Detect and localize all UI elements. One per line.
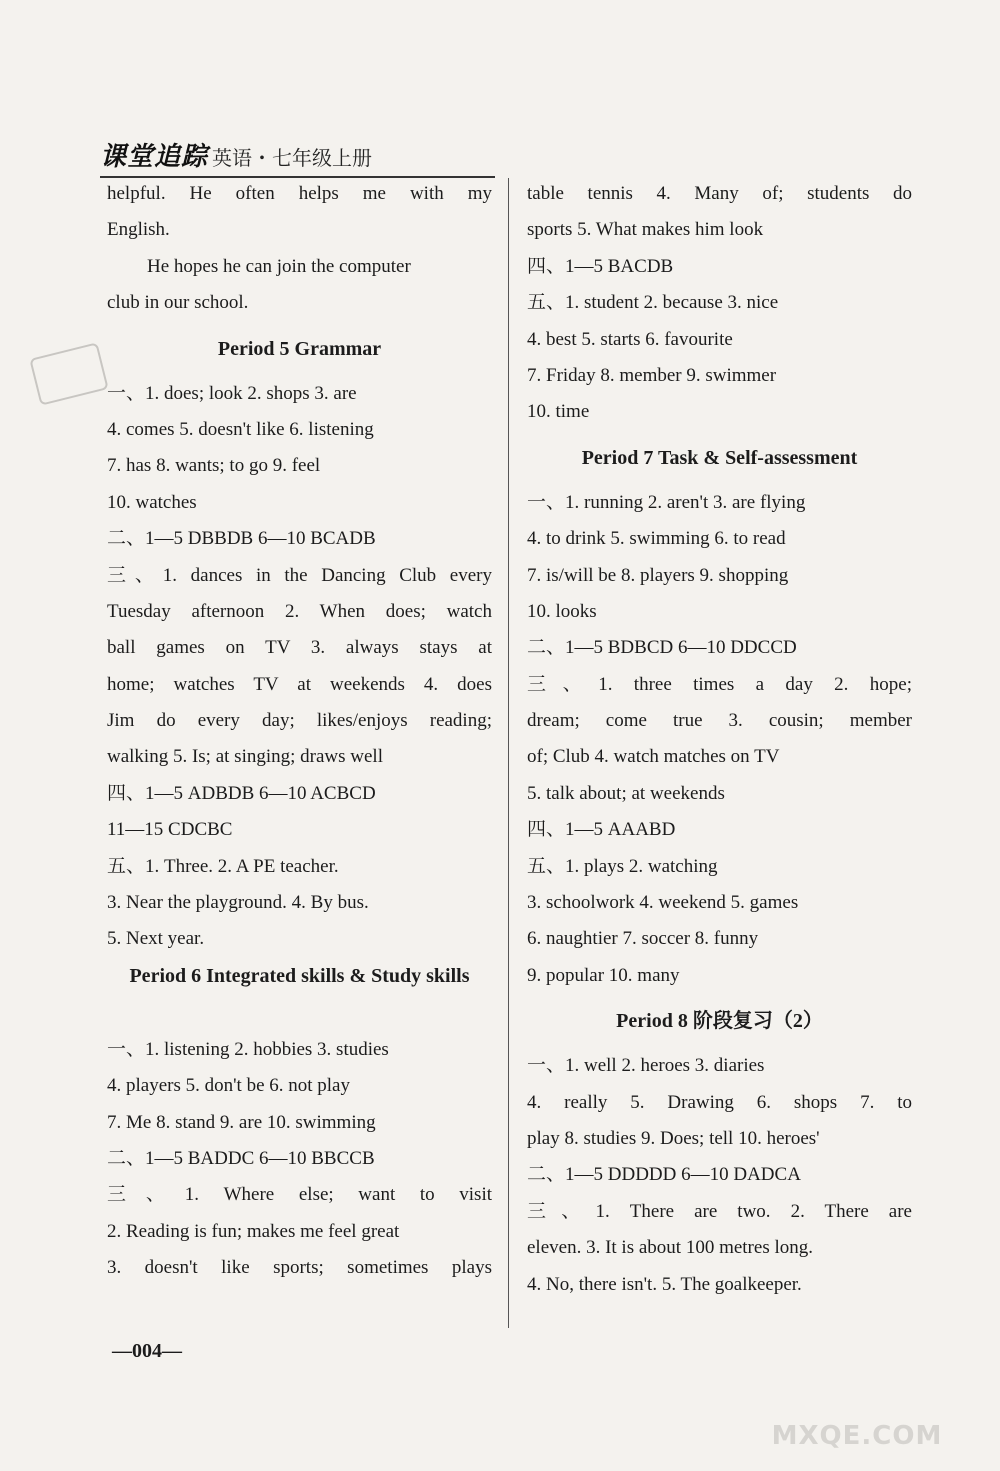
answer-line: He hopes he can join the computer [147,255,411,277]
answer-line: 三、1. There are two. 2. There are [527,1200,912,1222]
answer-line: 2. Reading is fun; makes me feel great [107,1220,400,1242]
answer-line: 一、1. well 2. heroes 3. diaries [527,1055,765,1077]
column-divider [508,178,509,1328]
answer-line: 4. No, there isn't. 5. The goalkeeper. [527,1273,802,1295]
answer-line: 五、1. Three. 2. A PE teacher. [107,855,339,877]
answer-line: 4. really 5. Drawing 6. shops 7. to [527,1091,912,1113]
answer-line: 5. talk about; at weekends [527,782,725,804]
answer-line: 一、1. running 2. aren't 3. are flying [527,491,806,513]
answer-line: 一、1. does; look 2. shops 3. are [107,382,357,404]
watermark [742,1351,972,1451]
answer-line: 二、1—5 BADDC 6—10 BBCCB [107,1147,375,1169]
book-logo: 课堂追踪 [100,142,209,172]
answer-line: play 8. studies 9. Does; tell 10. heroes' [527,1127,820,1149]
answer-line: 一、1. listening 2. hobbies 3. studies [107,1038,389,1060]
answer-line: 10. looks [527,600,597,622]
answer-line: club in our school. [107,292,249,314]
page-header [100,133,372,173]
section-heading: Period 5 Grammar [217,337,382,360]
stamp-mark [29,342,109,406]
answer-line: 3. doesn't like sports; sometimes plays [107,1257,492,1279]
answer-line: Tuesday afternoon 2. When does; watch [107,600,492,622]
answer-line: table tennis 4. Many of; students do [527,183,912,204]
answer-line: home; watches TV at weekends 4. does [107,673,492,695]
answer-line: 7. Friday 8. member 9. swimmer [527,364,777,386]
answer-line: 三、1. dances in the Dancing Club every [107,564,492,586]
answer-line: 5. Next year. [107,928,205,950]
answer-line: 3. Near the playground. 4. By bus. [107,892,369,914]
answer-line: helpful. He often helps me with my [107,183,492,204]
watermark-text: MXQE.COM [771,1421,943,1451]
answer-line: walking 5. Is; at singing; draws well [107,746,383,768]
book-subtitle: 英语・七年级上册 [212,146,373,170]
answer-line: 7. is/will be 8. players 9. shopping [527,564,789,586]
section-heading: Period 6 Integrated skills & Study skills [129,964,470,987]
page-number: —004— [112,1340,182,1362]
answer-line: 二、1—5 BDBCD 6—10 DDCCD [527,637,797,659]
answer-line: of; Club 4. watch matches on TV [527,746,780,768]
section-heading: Period 7 Task & Self-assessment [581,446,858,469]
answer-line: 四、1—5 AAABD [527,819,676,841]
answer-line: 6. naughtier 7. soccer 8. funny [527,928,759,950]
answer-line: 10. watches [107,491,197,513]
answer-line: 7. Me 8. stand 9. are 10. swimming [107,1111,376,1133]
answer-line: 11—15 CDCBC [107,819,233,841]
answer-line: ball games on TV 3. always stays at [107,637,492,659]
answer-line: 三、1. three times a day 2. hope; [527,673,912,695]
answer-line: 7. has 8. wants; to go 9. feel [107,455,321,477]
answer-line: 四、1—5 BACDB [527,255,674,277]
answer-line: dream; come true 3. cousin; member [527,710,912,732]
answer-line: sports 5. What makes him look [527,219,764,241]
answer-line: 4. comes 5. doesn't like 6. listening [107,418,374,440]
answer-line: 10. time [527,401,590,423]
answer-line: 三、1. Where else; want to visit [107,1184,492,1206]
answer-line: 五、1. plays 2. watching [527,855,718,877]
answer-line: 二、1—5 DDDDD 6—10 DADCA [527,1164,801,1186]
answer-line: 四、1—5 ADBDB 6—10 ACBCD [107,782,376,804]
answer-line: eleven. 3. It is about 100 metres long. [527,1237,813,1259]
answer-line: 3. schoolwork 4. weekend 5. games [527,892,799,914]
section-heading: Period 8 阶段复习（2） [616,1010,823,1033]
answer-line: 4. best 5. starts 6. favourite [527,328,733,350]
answer-line: 4. to drink 5. swimming 6. to read [527,528,786,550]
answer-line: Jim do every day; likes/enjoys reading; [107,710,492,732]
right-column [527,176,912,1303]
answer-line: 9. popular 10. many [527,964,680,986]
answer-line: 五、1. student 2. because 3. nice [527,292,779,314]
answer-line: 二、1—5 DBBDB 6—10 BCADB [107,528,376,550]
left-column [107,176,492,1287]
answer-line: 4. players 5. don't be 6. not play [107,1075,350,1097]
answer-line: English. [107,219,170,241]
